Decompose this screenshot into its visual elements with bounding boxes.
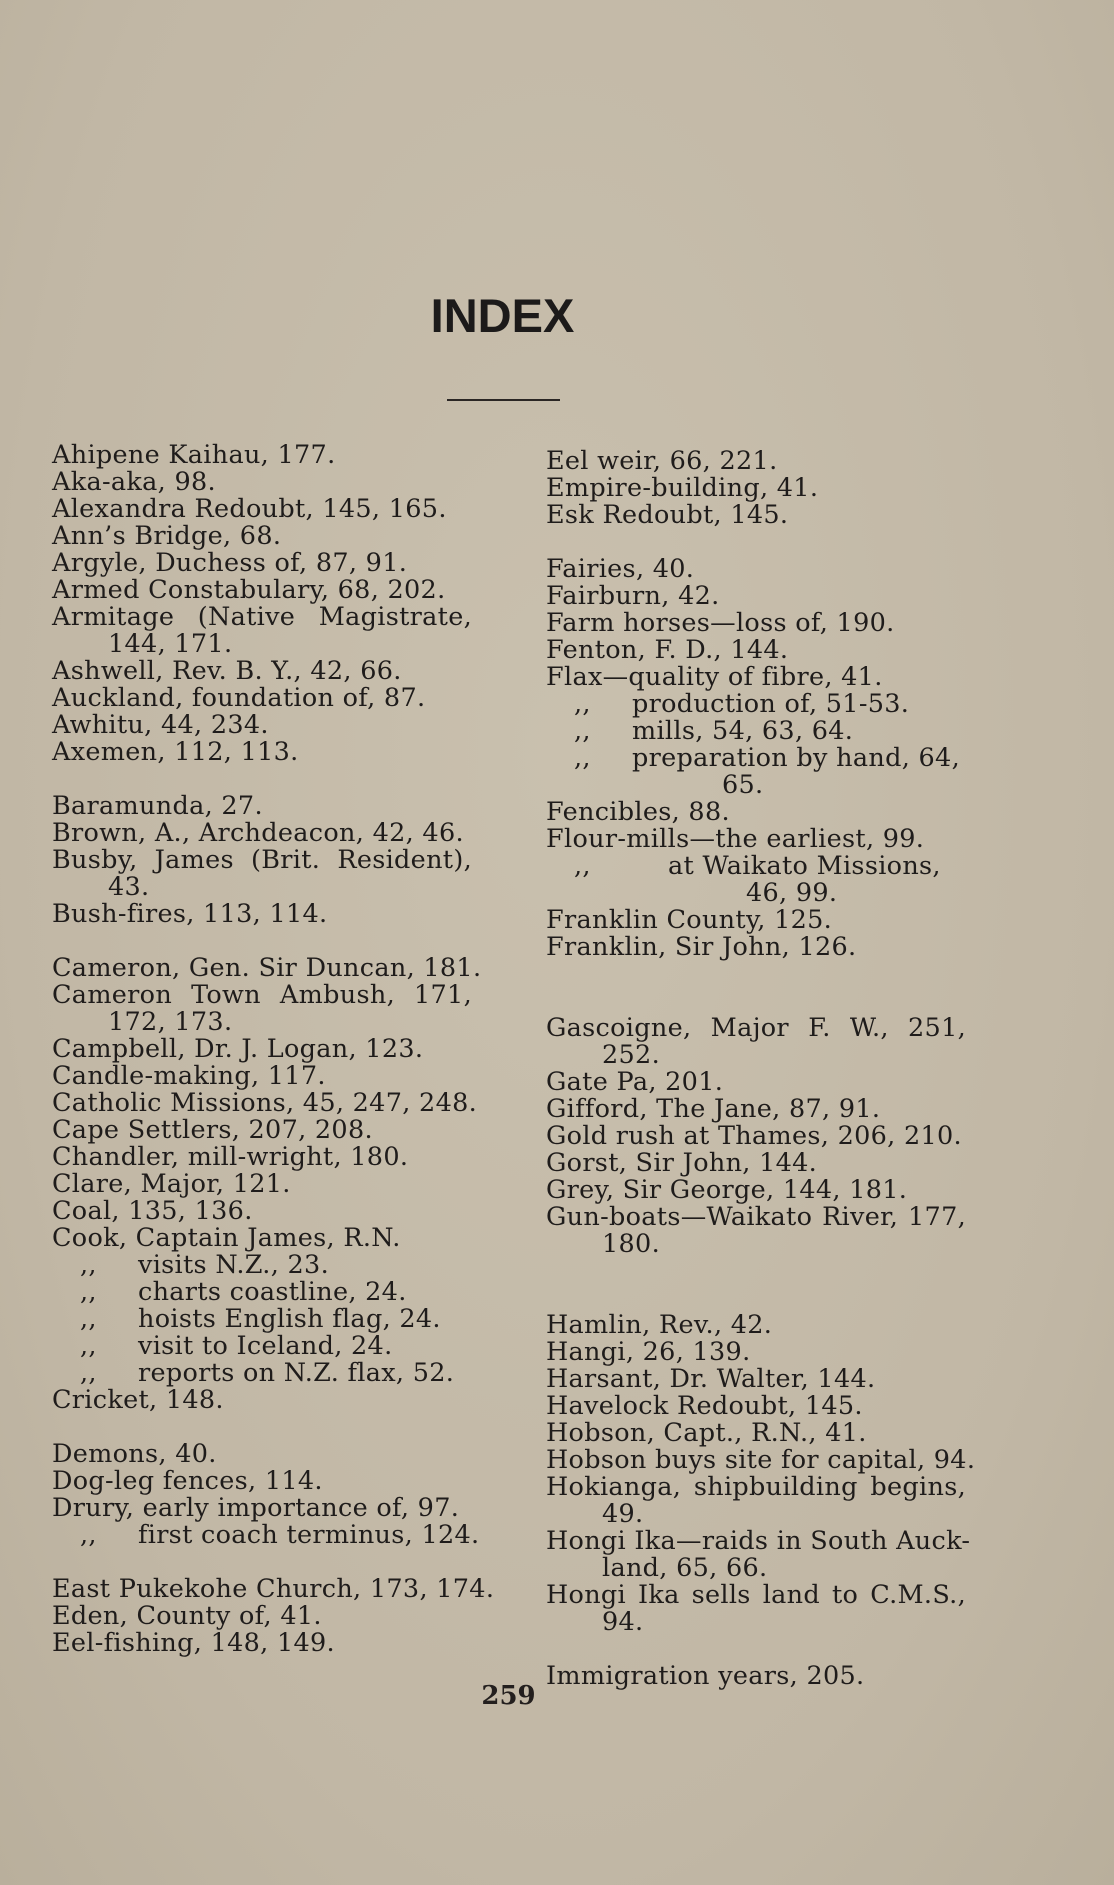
title-rule bbox=[447, 399, 560, 401]
index-entry: Brown, A., Archdeacon, 42, 46. bbox=[52, 818, 464, 848]
index-entry-continuation: 43. bbox=[108, 872, 150, 902]
section-gap bbox=[546, 1258, 966, 1285]
index-entry: Hangi, 26, 139. bbox=[546, 1337, 751, 1367]
index-entry: Chandler, mill-wright, 180. bbox=[52, 1142, 409, 1172]
page-title: INDEX bbox=[430, 289, 575, 342]
index-entry: Armitage (Native Magistrate, bbox=[52, 602, 472, 632]
index-subentry bbox=[52, 1333, 472, 1360]
index-entry: Grey, Sir George, 144, 181. bbox=[546, 1175, 908, 1205]
section-gap bbox=[52, 928, 472, 955]
section-gap bbox=[52, 1549, 472, 1576]
index-entry: Gate Pa, 201. bbox=[546, 1067, 724, 1097]
index-entry-continuation: land, 65, 66. bbox=[602, 1553, 768, 1583]
page-number: 259 bbox=[481, 1681, 536, 1711]
index-entry: Harsant, Dr. Walter, 144. bbox=[546, 1364, 876, 1394]
ditto-mark: ,, bbox=[80, 1304, 97, 1334]
index-entry: Eel-fishing, 148, 149. bbox=[52, 1628, 335, 1658]
ditto-mark: ,, bbox=[574, 851, 591, 881]
index-entry: Cameron, Gen. Sir Duncan, 181. bbox=[52, 953, 482, 983]
index-entry: Auckland, foundation of, 87. bbox=[52, 683, 426, 713]
subentry-text: visits N.Z., 23. bbox=[138, 1250, 329, 1280]
index-entry: Drury, early importance of, 97. bbox=[52, 1493, 460, 1523]
index-entry: Gun-boats—Waikato River, 177, bbox=[546, 1202, 966, 1232]
index-subentry bbox=[546, 691, 966, 718]
index-entry: Franklin County, 125. bbox=[546, 905, 833, 935]
index-entry: Immigration years, 205. bbox=[546, 1661, 865, 1691]
index-subentry bbox=[546, 745, 966, 772]
index-entry: Axemen, 112, 113. bbox=[52, 737, 299, 767]
index-entry-continuation: 172, 173. bbox=[108, 1007, 233, 1037]
subentry-text: visit to Iceland, 24. bbox=[138, 1331, 393, 1361]
index-entry: Busby, James (Brit. Resident), bbox=[52, 845, 472, 875]
index-entry: Demons, 40. bbox=[52, 1439, 217, 1469]
index-entry: Fencibles, 88. bbox=[546, 797, 730, 827]
index-entry: Ann’s Bridge, 68. bbox=[52, 521, 282, 551]
subentry-text: first coach terminus, 124. bbox=[138, 1520, 480, 1550]
index-entry: Fairburn, 42. bbox=[546, 581, 720, 611]
index-entry: Hamlin, Rev., 42. bbox=[546, 1310, 773, 1340]
index-entry-continuation: 252. bbox=[602, 1040, 660, 1070]
index-subentry-continuation: 46, 99. bbox=[746, 878, 838, 908]
ditto-mark: ,, bbox=[80, 1250, 97, 1280]
ditto-mark: ,, bbox=[80, 1520, 97, 1550]
index-subentry bbox=[546, 853, 966, 880]
index-column-left bbox=[52, 440, 495, 1658]
index-subentry bbox=[52, 1520, 480, 1550]
section-gap bbox=[546, 1285, 966, 1312]
index-entry: Hongi Ika sells land to C.M.S., bbox=[546, 1580, 966, 1610]
ditto-mark: ,, bbox=[574, 689, 591, 719]
subentry-text: charts coastline, 24. bbox=[138, 1277, 407, 1307]
index-subentry bbox=[52, 1360, 472, 1387]
index-subentry bbox=[52, 1279, 472, 1306]
subentry-text: hoists English flag, 24. bbox=[138, 1304, 441, 1334]
index-entry: Argyle, Duchess of, 87, 91. bbox=[52, 548, 408, 578]
index-entry: Gascoigne, Major F. W., 251, bbox=[546, 1013, 966, 1043]
index-entry-continuation: 144, 171. bbox=[108, 629, 233, 659]
index-entry-continuation: 49. bbox=[602, 1499, 644, 1529]
index-entry: Dog-leg fences, 114. bbox=[52, 1466, 323, 1496]
index-entry-continuation: 180. bbox=[602, 1229, 660, 1259]
index-entry: Catholic Missions, 45, 247, 248. bbox=[52, 1088, 478, 1118]
subentry-text: preparation by hand, 64, bbox=[632, 743, 960, 773]
index-entry: Clare, Major, 121. bbox=[52, 1169, 291, 1199]
index-entry: Baramunda, 27. bbox=[52, 791, 263, 821]
index-entry: Farm horses—loss of, 190. bbox=[546, 608, 895, 638]
subentry-text: at Waikato Missions, bbox=[668, 851, 941, 881]
index-entry: Coal, 135, 136. bbox=[52, 1196, 253, 1226]
index-entry: Bush-fires, 113, 114. bbox=[52, 899, 328, 929]
index-entry: Armed Constabulary, 68, 202. bbox=[52, 575, 446, 605]
index-entry: Esk Redoubt, 145. bbox=[546, 500, 789, 530]
index-entry: Gifford, The Jane, 87, 91. bbox=[546, 1094, 881, 1124]
ditto-mark: ,, bbox=[574, 716, 591, 746]
index-entry: Hokianga, shipbuilding begins, bbox=[546, 1472, 966, 1502]
index-entry: Alexandra Redoubt, 145, 165. bbox=[52, 494, 447, 524]
index-entry: Cricket, 148. bbox=[52, 1385, 224, 1415]
section-gap bbox=[546, 961, 966, 988]
section-gap bbox=[52, 766, 472, 793]
index-entry: Candle-making, 117. bbox=[52, 1061, 326, 1091]
index-entry: Cameron Town Ambush, 171, bbox=[52, 980, 472, 1010]
index-subentry bbox=[52, 1252, 472, 1279]
index-entry: Flax—quality of fibre, 41. bbox=[546, 662, 883, 692]
index-entry: Havelock Redoubt, 145. bbox=[546, 1391, 863, 1421]
ditto-mark: ,, bbox=[80, 1331, 97, 1361]
section-gap bbox=[546, 988, 966, 1015]
ditto-mark: ,, bbox=[574, 743, 591, 773]
index-entry: Gorst, Sir John, 144. bbox=[546, 1148, 818, 1178]
index-entry: Eden, County of, 41. bbox=[52, 1601, 322, 1631]
index-entry: Fairies, 40. bbox=[546, 554, 695, 584]
index-entry: Ahipene Kaihau, 177. bbox=[52, 440, 336, 470]
index-entry: Hobson, Capt., R.N., 41. bbox=[546, 1418, 867, 1448]
index-entry: Ashwell, Rev. B. Y., 42, 66. bbox=[52, 656, 402, 686]
index-subentry-continuation: 65. bbox=[722, 770, 764, 800]
section-gap bbox=[52, 1414, 472, 1441]
index-column-right bbox=[546, 446, 976, 1691]
index-entry: Awhitu, 44, 234. bbox=[52, 710, 269, 740]
index-entry: Hongi Ika—raids in South Auck- bbox=[546, 1526, 971, 1556]
index-entry: Gold rush at Thames, 206, 210. bbox=[546, 1121, 962, 1151]
index-subentry bbox=[52, 1306, 472, 1333]
index-entry: Franklin, Sir John, 126. bbox=[546, 932, 857, 962]
subentry-text: mills, 54, 63, 64. bbox=[632, 716, 854, 746]
index-entry: Campbell, Dr. J. Logan, 123. bbox=[52, 1034, 424, 1064]
subentry-text: reports on N.Z. flax, 52. bbox=[138, 1358, 455, 1388]
index-entry: Fenton, F. D., 144. bbox=[546, 635, 789, 665]
ditto-mark: ,, bbox=[80, 1358, 97, 1388]
index-entry: Empire-building, 41. bbox=[546, 473, 819, 503]
index-entry: Aka-aka, 98. bbox=[52, 467, 216, 497]
index-entry: Eel weir, 66, 221. bbox=[546, 446, 778, 476]
index-entry: East Pukekohe Church, 173, 174. bbox=[52, 1574, 495, 1604]
index-entry: Hobson buys site for capital, 94. bbox=[546, 1445, 976, 1475]
ditto-mark: ,, bbox=[80, 1277, 97, 1307]
index-subentry bbox=[546, 718, 966, 745]
section-gap bbox=[546, 1636, 966, 1663]
index-entry: Cook, Captain James, R.N. bbox=[52, 1223, 401, 1253]
section-gap bbox=[546, 529, 966, 556]
index-entry: Cape Settlers, 207, 208. bbox=[52, 1115, 373, 1145]
subentry-text: production of, 51-53. bbox=[632, 689, 910, 719]
index-entry: Flour-mills—the earliest, 99. bbox=[546, 824, 925, 854]
index-entry-continuation: 94. bbox=[602, 1607, 644, 1637]
